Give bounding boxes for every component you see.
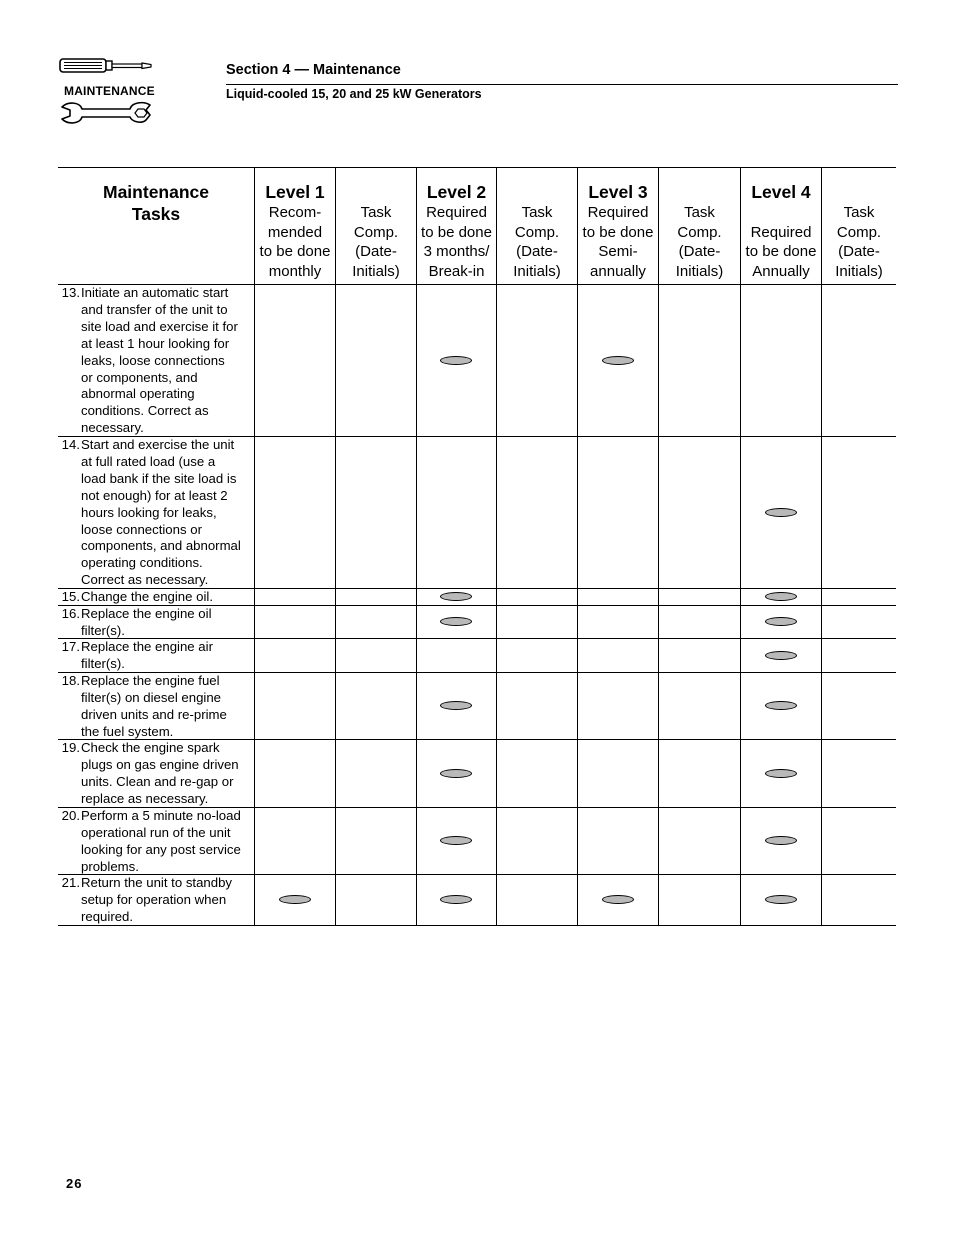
task-description-line: plugs on gas engine driven bbox=[81, 756, 239, 772]
column-header-line: 3 months/ bbox=[423, 243, 490, 260]
column-header-line: Task bbox=[684, 204, 715, 221]
column-header-line: Initials) bbox=[835, 262, 883, 280]
wrench-icon bbox=[58, 100, 158, 130]
required-indicator-icon bbox=[440, 769, 472, 778]
task-description-line: load bank if the site load is bbox=[81, 470, 237, 486]
column-header bbox=[741, 181, 821, 281]
task-description-line: Change the engine oil. bbox=[81, 589, 213, 604]
task-number: 21. bbox=[61, 875, 80, 890]
task-description-line: filter(s). bbox=[81, 622, 125, 638]
required-indicator-icon bbox=[765, 651, 797, 660]
required-indicator-icon bbox=[440, 356, 472, 365]
screwdriver-icon bbox=[58, 56, 158, 76]
required-indicator-icon bbox=[279, 895, 311, 904]
column-header-line: to be done bbox=[259, 243, 331, 260]
task-row bbox=[58, 606, 254, 638]
column-header-line bbox=[741, 203, 821, 223]
task-row bbox=[58, 673, 254, 739]
task-description bbox=[81, 639, 252, 673]
task-description-line: necessary. bbox=[81, 420, 144, 436]
task-description bbox=[81, 606, 252, 640]
required-indicator-icon bbox=[765, 508, 797, 517]
column-header-line: to be done bbox=[582, 223, 654, 241]
required-indicator-icon bbox=[602, 356, 634, 365]
column-header-line: to be done bbox=[745, 243, 817, 260]
task-number: 20. bbox=[61, 808, 80, 823]
column-header-line: Task bbox=[843, 204, 875, 221]
task-description-line: operational run of the unit bbox=[81, 824, 231, 840]
required-indicator-icon bbox=[765, 895, 797, 904]
task-description-line: filter(s) on diesel engine bbox=[81, 689, 222, 705]
column-header bbox=[336, 181, 416, 281]
required-indicator-icon bbox=[765, 701, 797, 710]
task-description bbox=[81, 673, 252, 741]
column-header-line: (Date- bbox=[838, 243, 880, 260]
task-description-line: Initiate an automatic start bbox=[81, 285, 229, 300]
task-description-line: or components, and bbox=[81, 369, 198, 385]
column-header-line: Annually bbox=[752, 262, 810, 280]
level-label: Level 2 bbox=[426, 182, 487, 202]
column-header-line: Semi- bbox=[598, 243, 638, 260]
column-header bbox=[578, 181, 658, 281]
task-row bbox=[58, 285, 254, 436]
task-description-line: hours looking for leaks, bbox=[81, 504, 217, 520]
column-header-line: Comp. bbox=[514, 223, 560, 241]
required-indicator-icon bbox=[765, 769, 797, 778]
task-description-line: the fuel system. bbox=[81, 723, 174, 739]
level-label bbox=[497, 181, 577, 203]
task-row bbox=[58, 437, 254, 588]
task-description-line: abnormal operating bbox=[81, 386, 195, 402]
required-indicator-icon bbox=[440, 895, 472, 904]
task-description bbox=[81, 808, 252, 876]
task-description bbox=[81, 285, 252, 437]
task-row bbox=[58, 589, 254, 605]
column-header-line: Comp. bbox=[677, 223, 722, 241]
task-row bbox=[58, 875, 254, 925]
logo-label: MAINTENANCE bbox=[64, 84, 155, 98]
level-label bbox=[336, 181, 416, 203]
column-header-line: (Date- bbox=[678, 243, 721, 260]
column-header-line: Task bbox=[360, 204, 392, 221]
level-label: Level 4 bbox=[751, 182, 811, 202]
column-header bbox=[497, 181, 577, 281]
row-divider bbox=[58, 925, 896, 926]
task-number: 15. bbox=[61, 589, 80, 604]
task-description-line: units. Clean and re-gap or bbox=[81, 773, 234, 789]
task-description-line: Perform a 5 minute no-load bbox=[81, 808, 241, 823]
column-header-line: Break-in bbox=[428, 262, 485, 280]
level-label: Level 3 bbox=[588, 182, 648, 202]
task-description-line: required. bbox=[81, 908, 134, 924]
task-description-line: looking for any post service bbox=[81, 841, 241, 857]
header-rule bbox=[226, 84, 898, 85]
task-number: 16. bbox=[61, 606, 80, 621]
tasks-header-line-2: Tasks bbox=[131, 204, 181, 224]
task-number: 19. bbox=[61, 740, 80, 755]
column-header-line: Task bbox=[521, 204, 553, 221]
task-row bbox=[58, 740, 254, 807]
task-description-line: driven units and re-prime bbox=[81, 706, 227, 722]
task-description-line: not enough) for at least 2 bbox=[81, 487, 228, 503]
section-title: Section 4 — Maintenance bbox=[226, 62, 401, 78]
task-description bbox=[81, 589, 252, 606]
column-header-line: Required bbox=[750, 223, 812, 241]
column-header bbox=[255, 181, 335, 281]
task-description bbox=[81, 437, 252, 589]
column-header-line: Comp. bbox=[353, 223, 399, 241]
column-header-line: to be done bbox=[421, 223, 492, 241]
column-header-line: Recom- bbox=[268, 204, 322, 221]
column-header bbox=[822, 181, 896, 281]
column-header-line: mended bbox=[267, 223, 323, 241]
column-header-line: (Date- bbox=[516, 243, 558, 260]
task-number: 17. bbox=[61, 639, 80, 654]
task-description-line: replace as necessary. bbox=[81, 790, 209, 806]
required-indicator-icon bbox=[440, 836, 472, 845]
task-description-line: loose connections or bbox=[81, 521, 202, 537]
level-label bbox=[822, 181, 896, 203]
tasks-column-header bbox=[58, 181, 254, 225]
task-description-line: Check the engine spark bbox=[81, 740, 220, 755]
table-top-rule bbox=[58, 167, 896, 168]
task-description bbox=[81, 875, 252, 926]
required-indicator-icon bbox=[765, 836, 797, 845]
task-description-line: problems. bbox=[81, 858, 139, 874]
task-description-line: Return the unit to standby bbox=[81, 875, 233, 890]
page-number: 26 bbox=[66, 1176, 83, 1191]
task-description-line: operating conditions. bbox=[81, 555, 203, 571]
level-label: Level 1 bbox=[265, 182, 325, 202]
task-description-line: at full rated load (use a bbox=[81, 453, 216, 469]
maintenance-logo bbox=[58, 56, 158, 130]
task-description-line: Correct as necessary. bbox=[81, 572, 209, 588]
required-indicator-icon bbox=[440, 701, 472, 710]
task-description-line: leaks, loose connections bbox=[81, 352, 225, 368]
task-number: 13. bbox=[61, 285, 80, 300]
column-header-line: monthly bbox=[268, 262, 322, 280]
column-header bbox=[417, 181, 496, 281]
section-subtitle: Liquid-cooled 15, 20 and 25 kW Generators bbox=[226, 87, 482, 101]
column-header-line: Required bbox=[587, 204, 649, 221]
column-header bbox=[659, 181, 740, 281]
task-number: 14. bbox=[61, 437, 80, 452]
task-description bbox=[81, 740, 252, 808]
column-header-line: Initials) bbox=[513, 262, 561, 280]
task-description-line: conditions. Correct as bbox=[81, 403, 209, 419]
task-description-line: setup for operation when bbox=[81, 891, 227, 907]
task-description-line: Replace the engine fuel bbox=[81, 673, 220, 688]
task-description-line: site load and exercise it for bbox=[81, 318, 238, 334]
tasks-header-line-1: Maintenance bbox=[103, 182, 209, 202]
task-row bbox=[58, 808, 254, 874]
column-header-line: Initials) bbox=[352, 262, 400, 280]
required-indicator-icon bbox=[602, 895, 634, 904]
task-description-line: filter(s). bbox=[81, 655, 125, 671]
required-indicator-icon bbox=[440, 592, 472, 601]
required-indicator-icon bbox=[765, 617, 797, 626]
column-header-line: Initials) bbox=[675, 262, 724, 280]
task-description-line: and transfer of the unit to bbox=[81, 301, 228, 317]
column-header-line: Required bbox=[426, 204, 487, 221]
required-indicator-icon bbox=[765, 592, 797, 601]
task-description-line: Replace the engine air bbox=[81, 639, 213, 654]
task-description-line: at least 1 hour looking for bbox=[81, 335, 230, 351]
task-description-line: Start and exercise the unit bbox=[81, 437, 235, 452]
task-description-line: Replace the engine oil bbox=[81, 606, 212, 621]
column-header-line: (Date- bbox=[355, 243, 397, 260]
task-row bbox=[58, 639, 254, 672]
level-label bbox=[659, 181, 740, 203]
column-header-line: annually bbox=[590, 262, 646, 280]
required-indicator-icon bbox=[440, 617, 472, 626]
column-header-line: Comp. bbox=[836, 223, 882, 241]
task-number: 18. bbox=[61, 673, 80, 688]
task-description-line: components, and abnormal bbox=[81, 538, 241, 554]
